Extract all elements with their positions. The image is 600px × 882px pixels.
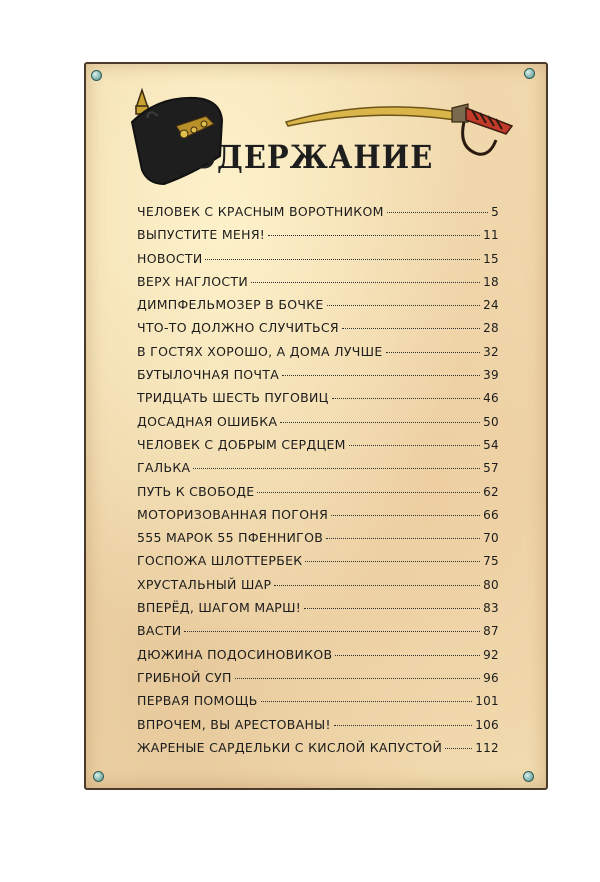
toc-entry-title: 555 МАРОК 55 ПФЕННИГОВ: [137, 530, 324, 546]
toc-entry-page: 57: [483, 461, 499, 476]
toc-entry[interactable]: [137, 390, 499, 413]
toc-entry-title: ТРИДЦАТЬ ШЕСТЬ ПУГОВИЦ: [137, 390, 329, 406]
toc-leader-dots: [280, 422, 480, 423]
toc-entry[interactable]: [137, 623, 499, 646]
toc-entry-title: ЧТО-ТО ДОЛЖНО СЛУЧИТЬСЯ: [137, 320, 339, 336]
toc-entry-page: 96: [483, 670, 499, 685]
toc-entry-title: БУТЫЛОЧНАЯ ПОЧТА: [137, 367, 280, 383]
toc-leader-dots: [251, 282, 480, 283]
toc-entry[interactable]: [137, 204, 499, 227]
toc-entry-page: 112: [475, 740, 499, 755]
toc-leader-dots: [304, 608, 480, 609]
toc-leader-dots: [387, 212, 488, 213]
toc-entry[interactable]: [137, 251, 499, 274]
toc-entry-page: 75: [483, 554, 499, 569]
pin-icon: [523, 771, 534, 782]
toc-entry[interactable]: [137, 274, 499, 297]
pin-icon: [93, 771, 104, 782]
toc-entry-title: ВАСТИ: [137, 623, 182, 639]
toc-entry[interactable]: [137, 297, 499, 320]
toc-entry-title: ВПРОЧЕМ, ВЫ АРЕСТОВАНЫ!: [137, 716, 331, 732]
toc-entry[interactable]: [137, 437, 499, 460]
pin-icon: [524, 68, 535, 79]
toc-leader-dots: [445, 748, 472, 749]
toc-entry-title: ВЫПУСТИТЕ МЕНЯ!: [137, 227, 266, 243]
toc-entry-title: МОТОРИЗОВАННАЯ ПОГОНЯ: [137, 506, 329, 522]
toc-entry-title: ГРИБНОЙ СУП: [137, 669, 232, 685]
toc-entry[interactable]: [137, 460, 499, 483]
toc-entry-page: 46: [483, 391, 499, 406]
toc-entry-title: ЧЕЛОВЕК С КРАСНЫМ ВОРОТНИКОМ: [137, 204, 384, 219]
toc-entry-title: ДИМПФЕЛЬМОЗЕР В БОЧКЕ: [137, 297, 324, 313]
toc-entry-title: ВЕРХ НАГЛОСТИ: [137, 273, 248, 289]
toc-entry-page: 62: [483, 484, 499, 499]
toc-entry[interactable]: [137, 553, 499, 576]
toc-entry[interactable]: [137, 577, 499, 600]
toc-entry-page: 11: [483, 228, 499, 243]
toc-entry[interactable]: [137, 670, 499, 693]
toc-entry[interactable]: [137, 647, 499, 670]
toc-entry-page: 18: [483, 274, 499, 289]
toc-entry-page: 83: [483, 601, 499, 616]
table-of-contents: [137, 204, 499, 763]
toc-entry[interactable]: [137, 414, 499, 437]
toc-entry[interactable]: [137, 530, 499, 553]
toc-leader-dots: [274, 585, 480, 586]
toc-entry-page: 70: [483, 531, 499, 546]
toc-leader-dots: [335, 655, 480, 656]
toc-entry[interactable]: [137, 740, 499, 763]
toc-entry-page: 28: [483, 321, 499, 336]
toc-entry-page: 5: [491, 205, 499, 219]
toc-leader-dots: [334, 725, 472, 726]
toc-entry-title: ЖАРЕНЫЕ САРДЕЛЬКИ С КИСЛОЙ КАПУСТОЙ: [137, 739, 443, 755]
toc-leader-dots: [305, 561, 480, 562]
toc-leader-dots: [193, 468, 480, 469]
toc-entry-title: В ГОСТЯХ ХОРОШО, А ДОМА ЛУЧШЕ: [137, 343, 383, 359]
toc-entry-page: 106: [475, 717, 499, 732]
toc-entry-title: ХРУСТАЛЬНЫЙ ШАР: [137, 576, 272, 592]
toc-leader-dots: [261, 701, 473, 702]
toc-leader-dots: [205, 259, 480, 260]
toc-entry[interactable]: [137, 717, 499, 740]
toc-entry-title: ГАЛЬКА: [137, 460, 191, 476]
toc-leader-dots: [282, 375, 480, 376]
toc-entry[interactable]: [137, 693, 499, 716]
toc-entry-page: 15: [483, 251, 499, 266]
pin-icon: [91, 70, 102, 81]
toc-entry[interactable]: [137, 600, 499, 623]
toc-entry-page: 24: [483, 298, 499, 313]
toc-entry-title: ЧЕЛОВЕК С ДОБРЫМ СЕРДЦЕМ: [137, 436, 346, 452]
toc-leader-dots: [342, 328, 480, 329]
toc-entry-title: ПЕРВАЯ ПОМОЩЬ: [137, 693, 258, 709]
toc-entry[interactable]: [137, 227, 499, 250]
toc-leader-dots: [331, 515, 480, 516]
toc-entry[interactable]: [137, 320, 499, 343]
toc-leader-dots: [327, 305, 481, 306]
toc-leader-dots: [235, 678, 480, 679]
toc-entry-page: 54: [483, 437, 499, 452]
toc-entry[interactable]: [137, 367, 499, 390]
toc-leader-dots: [332, 398, 481, 399]
toc-leader-dots: [257, 492, 480, 493]
toc-entry-title: ВПЕРЁД, ШАГОМ МАРШ!: [137, 600, 302, 616]
toc-entry-title: ГОСПОЖА ШЛОТТЕРБЕК: [137, 553, 303, 569]
toc-leader-dots: [268, 235, 480, 236]
toc-leader-dots: [386, 352, 481, 353]
toc-entry-page: 39: [483, 368, 499, 383]
toc-leader-dots: [326, 538, 480, 539]
toc-entry-page: 92: [483, 647, 499, 662]
toc-entry-page: 32: [483, 344, 499, 359]
toc-entry-page: 87: [483, 624, 499, 639]
toc-entry-page: 80: [483, 577, 499, 592]
toc-entry-page: 101: [475, 694, 499, 709]
toc-leader-dots: [184, 631, 480, 632]
toc-entry-page: 66: [483, 507, 499, 522]
toc-entry[interactable]: [137, 484, 499, 507]
toc-entry-title: ДЮЖИНА ПОДОСИНОВИКОВ: [137, 646, 333, 662]
page-title: СОДЕРЖАНИЕ: [166, 138, 434, 176]
toc-entry-title: НОВОСТИ: [137, 250, 203, 266]
toc-entry-page: 50: [483, 414, 499, 429]
toc-entry-title: ПУТЬ К СВОБОДЕ: [137, 483, 255, 499]
toc-entry[interactable]: [137, 344, 499, 367]
toc-leader-dots: [349, 445, 480, 446]
toc-entry[interactable]: [137, 507, 499, 530]
toc-entry-title: ДОСАДНАЯ ОШИБКА: [137, 413, 278, 429]
